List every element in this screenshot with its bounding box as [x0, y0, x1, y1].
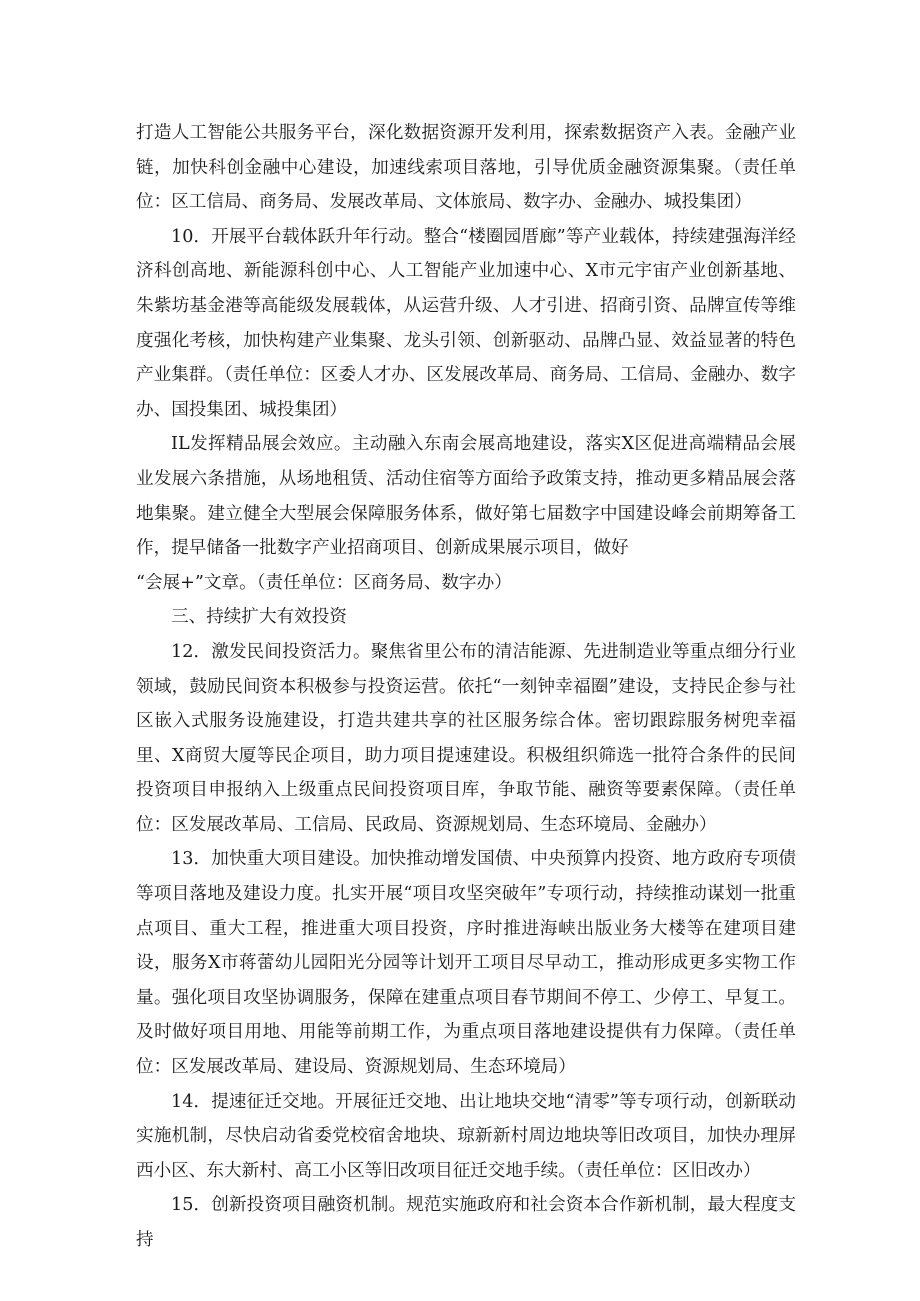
- paragraph-item-15: 15．创新投资项目融资机制。规范实施政府和社会资本合作新机制，最大程度支持: [136, 1195, 796, 1250]
- paragraph-item-14: 14．提速征迁交地。开展征迁交地、出让地块交地“清零”等专项行动，创新联动实施机制，尽快启动省委党校宿舍地块、琼新新村周边地块等旧改项目，加快办理屏西小区、东大新村、高工小区等旧改项目征迁交地手续。（责任单位：区旧改办）: [136, 1091, 796, 1181]
- paragraph-item-13: 13．加快重大项目建设。加快推动增发国债、中央预算内投资、地方政府专项债等项目落地及建设力度。扎实开展“项目攻坚突破年”专项行动，持续推动谋划一批重点项目、重大工程，推进重大项目投资，序时推进海峡出版业务大楼等在建项目建设，服务X市蒋蕾幼儿园阳光分园等计划开工项目尽早动工，推动形成更多实物工作量。强化项目攻坚协调服务，保障在建重点项目春节期间不停工、少停工、早复工。及时做好项目用地、用能等前期工作，为重点项目落地建设提供有力保障。（责任单位：区发展改革局、建设局、资源规划局、生态环境局）: [136, 849, 796, 1078]
- section-heading-3: 三、持续扩大有效投资: [171, 607, 347, 628]
- paragraph-1: 打造人工智能公共服务平台，深化数据资源开发利用，探索数据资产入表。金融产业链，加快科创金融中心建设，加速线索项目落地，引导优质金融资源集聚。（责任单位：区工信局、商务局、发展改革局、文体旅局、数字办、金融办、城投集团）: [136, 123, 796, 213]
- document-body: [136, 116, 796, 1258]
- paragraph-item-11: IL发挥精品展会效应。主动融入东南会展高地建设，落实X区促进高端精品会展业发展六条措施，从场地租赁、活动住宿等方面给予政策支持，推动更多精品展会落地集聚。建立健全大型展会保障服务体系，做好第七届数字中国建设峰会前期筹备工作，提早储备一批数字产业招商项目、创新成果展示项目，做好: [136, 434, 796, 559]
- paragraph-item-10: 10．开展平台载体跃升年行动。整合“楼圈园厝廊”等产业载体，持续建强海洋经济科创高地、新能源科创中心、人工智能产业加速中心、X市元宇宙产业创新基地、朱紫坊基金港等高能级发展载体，从运营升级、人才引进、招商引资、品牌宣传等维度强化考核，加快构建产业集聚、龙头引领、创新驱动、品牌凸显、效益显著的特色产业集群。（责任单位：区委人才办、区发展改革局、商务局、工信局、金融办、数字办、国投集团、城投集团）: [136, 226, 796, 420]
- paragraph-item-12: 12．激发民间投资活力。聚焦省里公布的清洁能源、先进制造业等重点细分行业领域，鼓励民间资本积极参与投资运营。依托“一刻钟幸福圈”建设，支持民企参与社区嵌入式服务设施建设，打造共建共享的社区服务综合体。密切跟踪服务树兜幸福里、X商贸大厦等民企项目，助力项目提速建设。积极组织筛选一批符合条件的民间投资项目申报纳入上级重点民间投资项目库，争取节能、融资等要素保障。（责任单位：区发展改革局、工信局、民政局、资源规划局、生态环境局、金融办）: [136, 641, 796, 835]
- paragraph-item-11-continued: “会展+”文章。（责任单位：区商务局、数字办）: [136, 572, 512, 593]
